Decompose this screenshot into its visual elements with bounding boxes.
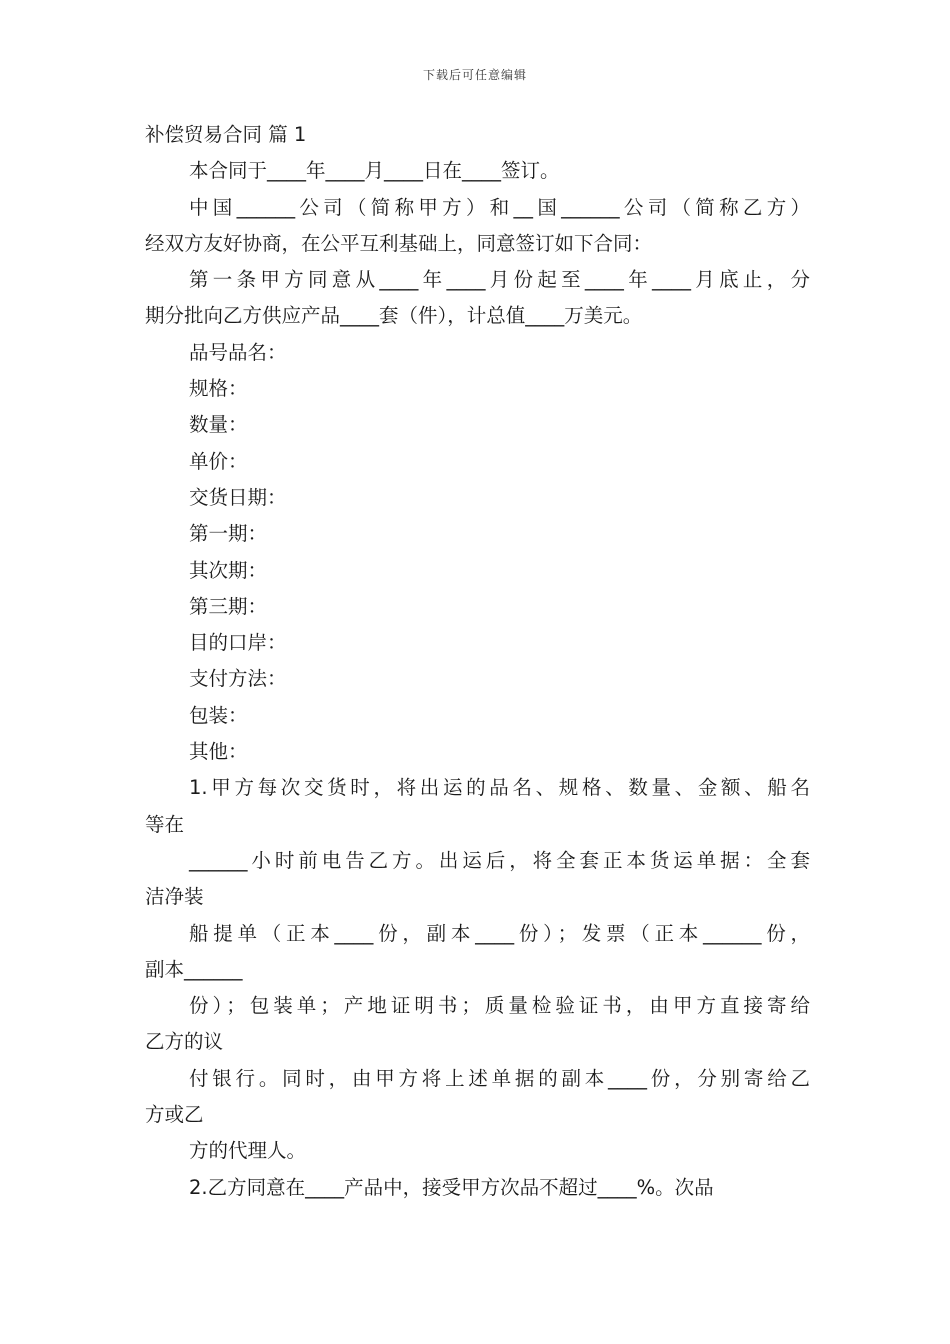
document-line: 补偿贸易合同 篇 1: [145, 123, 307, 146]
document-line: ______小时前电告乙方。出运后，将全套正本货运单据：全套: [189, 848, 810, 872]
document-line: 其次期：: [189, 558, 268, 582]
document-line: 规格：: [189, 377, 248, 401]
page-header: 下载后可任意编辑: [422, 68, 527, 82]
document-line: 第一期：: [189, 522, 268, 546]
document-line: 副本______: [145, 957, 243, 981]
document-line: 中国______公司（简称甲方）和__国______公司（简称乙方）: [189, 195, 810, 219]
document-line: 期分批向乙方供应产品____套（件），计总值____万美元。: [145, 304, 643, 328]
document-line: 第三期：: [189, 594, 268, 618]
document-line: 数量：: [189, 413, 248, 437]
document-line: 支付方法：: [189, 667, 287, 691]
document-line: 目的口岸：: [189, 631, 287, 655]
document-line: 洁净装: [145, 885, 204, 909]
document-line: 乙方的议: [145, 1030, 224, 1054]
document-line: 方的代理人。: [189, 1139, 307, 1163]
document-body: [145, 117, 810, 1206]
document-line: 交货日期：: [189, 485, 287, 509]
document-line: 份）；包装单；产地证明书；质量检验证书，由甲方直接寄给: [189, 994, 810, 1018]
document-line: 付银行。同时，由甲方将上述单据的副本____份，分别寄给乙: [189, 1066, 810, 1090]
document-line: 品号品名：: [189, 340, 287, 364]
document-line: 1.甲方每次交货时，将出运的品名、规格、数量、金额、船名: [189, 776, 810, 800]
document-line: 第一条甲方同意从____年____月份起至____年____月底止，分: [189, 268, 810, 292]
document-line: 2.乙方同意在____产品中，接受甲方次品不超过____%。次品: [189, 1175, 714, 1199]
document-line: 包装：: [189, 703, 248, 727]
document-line: 方或乙: [145, 1103, 204, 1127]
document-line: 等在: [145, 812, 185, 836]
document-line: 船提单（正本____份，副本____份）；发票（正本______份，: [189, 921, 810, 945]
document-line: 单价：: [189, 449, 248, 473]
document-line: 其他：: [189, 740, 248, 764]
document-line: 本合同于____年____月____日在____签订。: [189, 159, 560, 183]
document-line: 经双方友好协商，在公平互利基础上，同意签订如下合同：: [145, 231, 653, 255]
